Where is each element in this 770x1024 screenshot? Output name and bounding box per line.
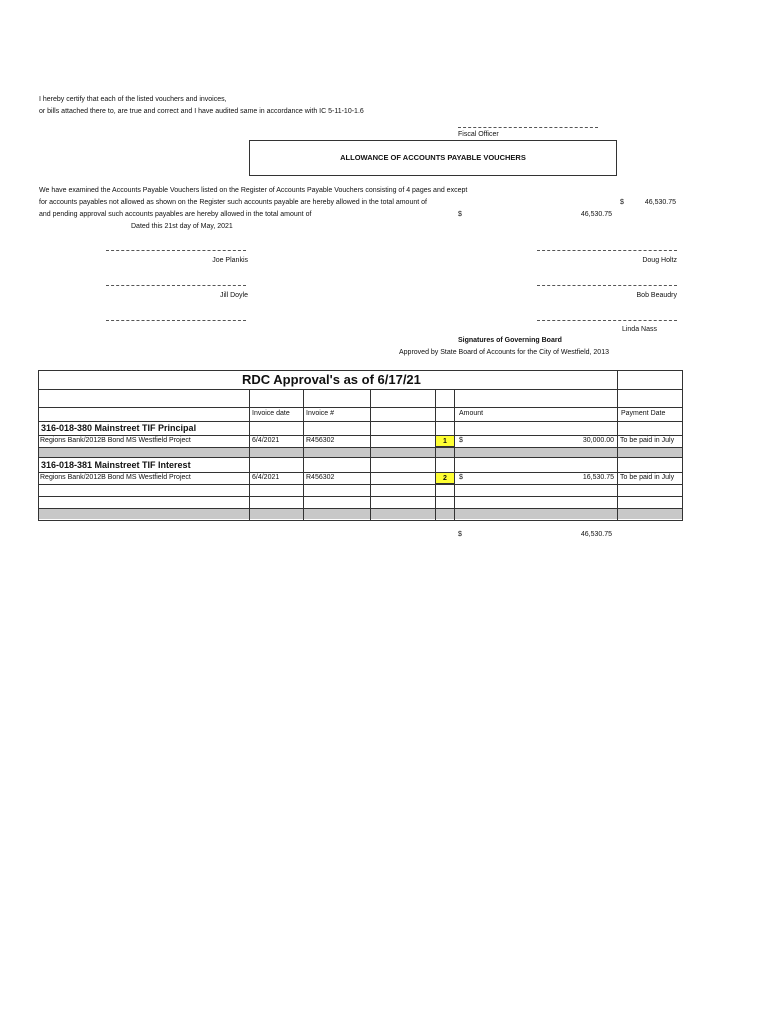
- amount-interest: 16,530.75: [582, 474, 614, 481]
- certification-line-2: or bills attached there to, are true and correct and I have audited same in accordance with IC 5-11-10-1.6: [39, 108, 364, 115]
- vendor-interest: Regions Bank/2012B Bond MS Westfield Project: [40, 474, 191, 481]
- gray-spacer-row-2: [39, 508, 682, 519]
- signer-linda-nass: Linda Nass: [621, 326, 657, 333]
- marker-badge-1: 1: [435, 435, 455, 447]
- payment-principal: To be paid in July: [620, 437, 675, 444]
- total-currency: $: [458, 531, 462, 538]
- dated-line: Dated this 21st day of May, 2021: [131, 223, 233, 230]
- total-amount: 46,530.75: [580, 531, 612, 538]
- signature-line-linda: [537, 320, 677, 321]
- signature-line-doug: [537, 250, 677, 251]
- invoice-number-interest: R456302: [306, 474, 335, 481]
- rdc-table-title: RDC Approval's as of 6/17/21: [242, 372, 421, 387]
- payment-interest: To be paid in July: [620, 474, 675, 481]
- currency-interest: $: [459, 474, 463, 481]
- examined-amount-2: 46,530.75: [580, 211, 612, 218]
- examined-line-2: for accounts payables not allowed as shown on the Register such accounts payable are hereby allowed in the total amount of: [39, 199, 427, 206]
- marker-badge-2: 2: [435, 472, 455, 484]
- examined-line-1: We have examined the Accounts Payable Vouchers listed on the Register of Accounts Payable Vouchers consisting of 4 pages and except: [39, 187, 468, 194]
- rdc-approval-table: [38, 370, 683, 521]
- header-invoice-date: Invoice date: [252, 410, 290, 417]
- invoice-date-principal: 6/4/2021: [252, 437, 280, 444]
- amount-principal: 30,000.00: [582, 437, 614, 444]
- allowance-title-box: [249, 140, 617, 176]
- header-amount: Amount: [459, 410, 484, 417]
- examined-currency-1: $: [620, 199, 624, 206]
- examined-line-3: and pending approval such accounts payables are hereby allowed in the total amount of: [39, 211, 312, 218]
- fiscal-officer-signature-line: [458, 127, 598, 128]
- section-heading-principal: 316-018-380 Mainstreet TIF Principal: [41, 423, 197, 433]
- examined-amount-1: 46,530.75: [644, 199, 676, 206]
- gray-spacer-row-1: [39, 447, 682, 457]
- signer-doug-holtz: Doug Holtz: [642, 257, 677, 264]
- signer-bob-beaudry: Bob Beaudry: [636, 292, 677, 299]
- allowance-title: ALLOWANCE OF ACCOUNTS PAYABLE VOUCHERS: [340, 153, 526, 162]
- invoice-number-principal: R456302: [306, 437, 335, 444]
- signature-line-blank: [106, 320, 246, 321]
- examined-currency-2: $: [458, 211, 462, 218]
- signer-joe-plankis: Joe Plankis: [212, 257, 248, 264]
- currency-principal: $: [459, 437, 463, 444]
- section-heading-interest: 316-018-381 Mainstreet TIF Interest: [41, 460, 191, 470]
- signature-line-jill: [106, 285, 246, 286]
- header-invoice-number: Invoice #: [306, 410, 335, 417]
- signer-jill-doyle: Jill Doyle: [219, 292, 248, 299]
- signature-line-bob: [537, 285, 677, 286]
- governing-board-label: Signatures of Governing Board: [458, 337, 562, 344]
- vendor-principal: Regions Bank/2012B Bond MS Westfield Project: [40, 437, 191, 444]
- certification-line-1: I hereby certify that each of the listed vouchers and invoices,: [39, 96, 227, 103]
- fiscal-officer-label: Fiscal Officer: [458, 131, 499, 138]
- approved-by-text: Approved by State Board of Accounts for the City of Westfield, 2013: [399, 349, 609, 356]
- signature-line-joe: [106, 250, 246, 251]
- header-payment-date: Payment Date: [621, 410, 666, 417]
- invoice-date-interest: 6/4/2021: [252, 474, 280, 481]
